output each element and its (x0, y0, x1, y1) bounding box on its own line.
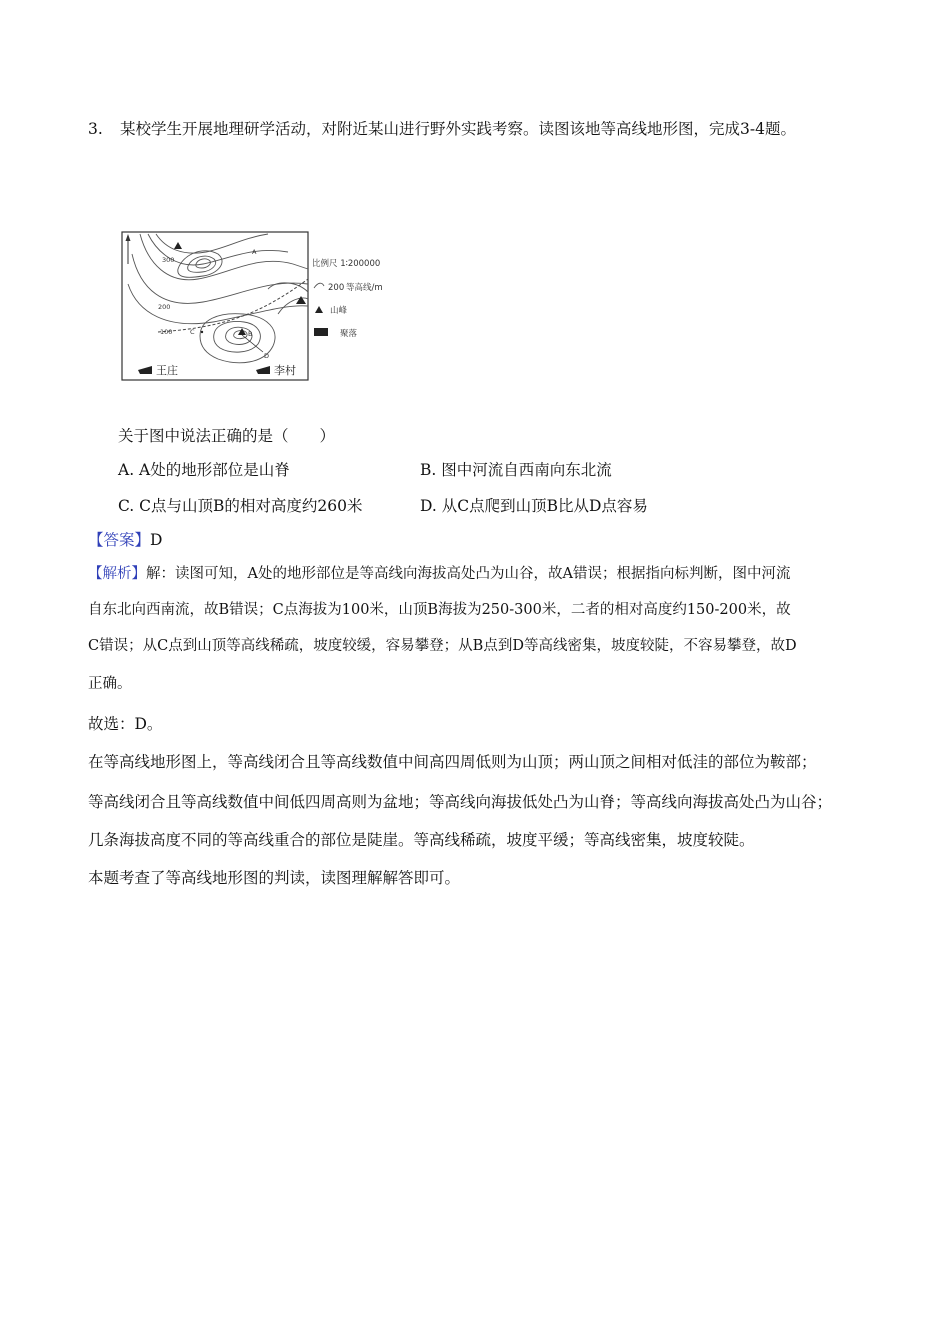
point-label-c: C (190, 328, 195, 336)
point-label-d: D (264, 352, 270, 360)
knowledge-line-3: 几条海拔高度不同的等高线重合的部位是陡崖。等高线稀疏，坡度平缓；等高线密集，坡度较陡。 (88, 831, 755, 849)
question-prompt: 关于图中说法正确的是（ ） (118, 427, 336, 445)
village-east-label: 李村 (274, 364, 296, 377)
analysis-line-1 (88, 562, 790, 583)
option-a: A. A处的地形部位是山脊 (118, 461, 290, 479)
contour-lines (128, 234, 308, 363)
point-label-b: B (248, 330, 253, 338)
analysis-choice: 故选：D。 (88, 715, 163, 733)
peak-north-icon (174, 242, 182, 249)
analysis-line-2: 自东北向西南流，故B错误；C点海拔为100米，山顶B海拔为250-300米，二者的相对高度约150-200米，故 (88, 602, 791, 618)
answer-tag: 【答案】 (88, 531, 151, 549)
analysis-text-1: 解：读图可知，A处的地形部位是等高线向海拔高处凸为山谷，故A错误；根据指向标判断，图中河流 (146, 566, 791, 582)
contour-label-300: 300 (162, 256, 175, 264)
legend-settlement-icon (314, 328, 328, 336)
analysis-line-3: C错误；从C点到山顶等高线稀疏，坡度较缓，容易攀登；从B点到D等高线密集，坡度较陡，不容易攀登，故D (88, 638, 797, 654)
answer-value: D (150, 531, 163, 549)
analysis-line-4: 正确。 (88, 676, 132, 692)
answer-line (88, 528, 162, 550)
contour-map (118, 224, 388, 384)
question-number: 3. (88, 120, 103, 138)
contour-map-svg (118, 224, 388, 384)
option-b: B. 图中河流自西南向东北流 (420, 461, 612, 479)
knowledge-line-2: 等高线闭合且等高线数值中间低四周高则为盆地；等高线向海拔低处凸为山脊；等高线向海拔高处凸为山谷； (88, 793, 833, 811)
legend-scale: 比例尺 1∶200000 (312, 259, 381, 269)
analysis-tag: 【解析】 (88, 566, 146, 582)
village-east-icon (256, 366, 270, 374)
legend-contour-symbol (314, 283, 324, 288)
point-c-marker (201, 331, 203, 333)
peak-east-icon (296, 296, 306, 304)
village-west-label: 王庄 (156, 364, 178, 377)
analysis-summary: 本题考查了等高线地形图的判读，读图理解解答即可。 (88, 869, 461, 887)
option-c: C. C点与山顶B的相对高度约260米 (118, 497, 363, 515)
point-label-a: A (252, 248, 257, 256)
knowledge-line-1: 在等高线地形图上，等高线闭合且等高线数值中间高四周低则为山顶；两山顶之间相对低洼的部位为鞍部； (88, 753, 817, 771)
contour-label-200: 200 (158, 303, 171, 311)
north-arrow-icon (126, 234, 131, 264)
legend-settlement-label: 聚落 (340, 329, 358, 339)
question-text: 某校学生开展地理研学活动，对附近某山进行野外实践考察。读图该地等高线地形图，完成3-4题。 (120, 120, 796, 138)
village-west-icon (138, 366, 152, 374)
legend-contour-value: 200 (328, 283, 345, 293)
contour-label-100: 100 (160, 328, 173, 336)
legend-contour-label: 等高线/m (346, 283, 383, 293)
legend-peak-label: 山峰 (330, 306, 348, 316)
legend-peak-icon (315, 306, 323, 313)
question-stem (88, 117, 796, 139)
option-d: D. 从C点爬到山顶B比从D点容易 (420, 497, 648, 515)
